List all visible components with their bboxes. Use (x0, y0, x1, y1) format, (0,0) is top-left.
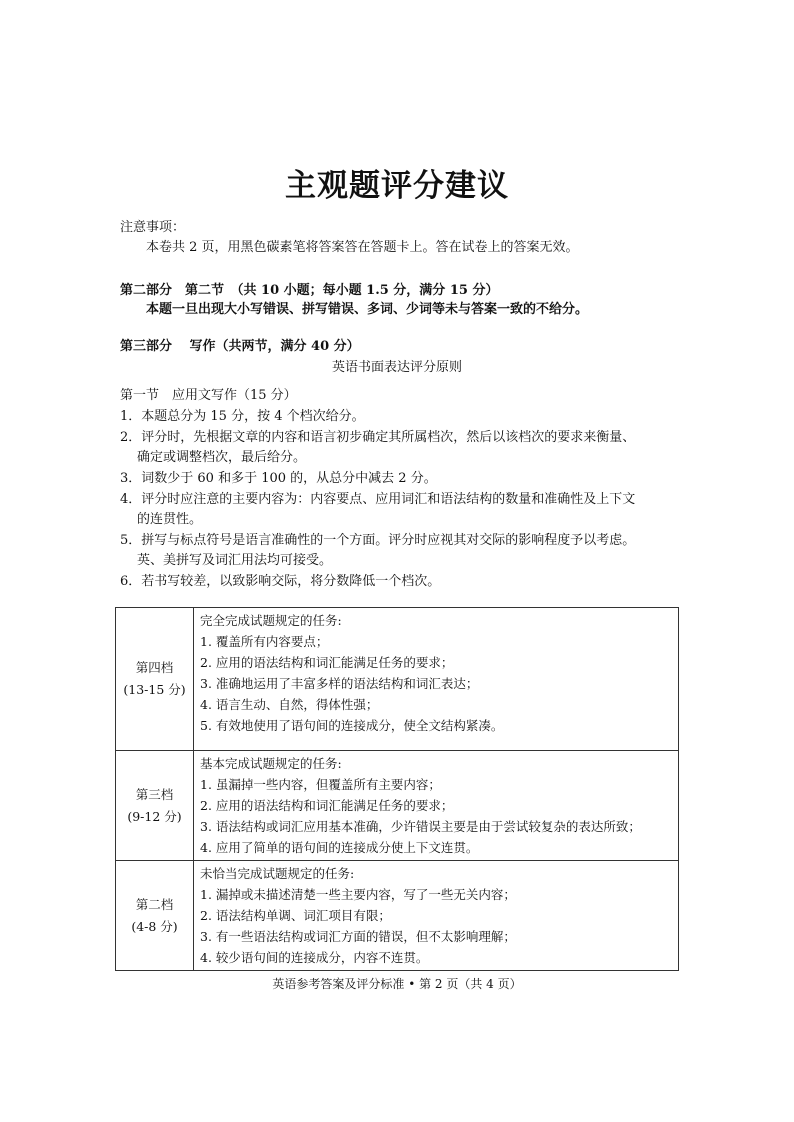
band-desc-line: 4. 应用了简单的语句间的连接成分使上下文连贯。 (200, 840, 479, 855)
section1-item-5-cont: 英、美拼写及词汇用法均可接受。 (137, 553, 333, 568)
section1-item-1: 1．本题总分为 15 分，按 4 个档次给分。 (120, 409, 365, 424)
notice-text: 本卷共 2 页，用黑色碳素笔将答案答在答题卡上。答在试卷上的答案无效。 (146, 240, 579, 255)
band-desc-line: 2. 应用的语法结构和词汇能满足任务的要求； (200, 798, 454, 813)
page-title: 主观题评分建议 (285, 168, 509, 204)
band-desc-line: 2. 应用的语法结构和词汇能满足任务的要求； (200, 655, 454, 670)
band-desc-line: 4. 较少语句间的连接成分，内容不连贯。 (200, 950, 429, 965)
part2-text: 本题一旦出现大小写错误、拼写错误、多词、少词等未与答案一致的不给分。 (146, 302, 589, 317)
section1-item-5: 5．拼写与标点符号是语言准确性的一个方面。评分时应视其对交际的影响程度予以考虑。 (120, 533, 636, 548)
band-cell (116, 608, 194, 751)
band-desc-line: 未恰当完成试题规定的任务: (200, 866, 355, 881)
section1-item-4: 4．评分时应注意的主要内容为：内容要点、应用词汇和语法结构的数量和准确性及上下文 (120, 492, 636, 507)
band-name: 第四档 (135, 660, 174, 675)
page-footer: 英语参考答案及评分标准 • 第 2 页（共 4 页） (272, 977, 522, 991)
band-desc-line: 完全完成试题规定的任务: (200, 613, 342, 628)
section1-heading: 第一节 应用文写作（15 分） (120, 388, 297, 403)
band-range: (9-12 分) (127, 808, 182, 824)
band-range: (4-8 分) (131, 918, 178, 934)
band-desc-line: 4. 语言生动、自然，得体性强； (200, 697, 379, 712)
section1-item-2-cont: 确定或调整档次，最后给分。 (137, 450, 307, 465)
band-cell (116, 861, 194, 971)
band-desc-line: 5. 有效地使用了语句间的连接成分，使全文结构紧凑。 (200, 718, 504, 733)
rubric-row-band2 (116, 861, 679, 971)
section1-item-2: 2．评分时，先根据文章的内容和语言初步确定其所属档次，然后以该档次的要求来衡量、 (120, 430, 636, 445)
notice-heading: 注意事项： (120, 220, 186, 235)
band-desc-line: 1. 漏掉或未描述清楚一些主要内容，写了一些无关内容； (200, 887, 516, 902)
band-desc-line: 1. 虽漏掉一些内容，但覆盖所有主要内容； (200, 777, 441, 792)
part2-heading: 第二部分 第二节 （共 10 小题；每小题 1.5 分，满分 15 分） (120, 283, 499, 298)
band-desc-line: 3. 准确地运用了丰富多样的语法结构和词汇表达； (200, 676, 479, 691)
band-desc-line: 1. 覆盖所有内容要点； (200, 634, 329, 649)
rubric-row-band3 (116, 751, 679, 861)
band-description (194, 608, 679, 751)
section1-item-4-cont: 的连贯性。 (137, 512, 203, 527)
rubric-table (115, 607, 679, 971)
section1-item-6: 6．若书写较差，以致影响交际，将分数降低一个档次。 (120, 574, 441, 589)
band-description (194, 861, 679, 971)
rubric-row-band4 (116, 608, 679, 751)
section1-item-3: 3．词数少于 60 和多于 100 的，从总分中减去 2 分。 (120, 471, 437, 486)
band-name: 第二档 (135, 896, 174, 912)
part3-subtitle: 英语书面表达评分原则 (331, 360, 462, 375)
band-name: 第三档 (135, 786, 174, 802)
part3-heading: 第三部分 写作（共两节，满分 40 分） (120, 339, 360, 354)
band-desc-line: 3. 语法结构或词汇应用基本准确，少许错误主要是由于尝试较复杂的表达所致； (200, 819, 641, 834)
band-desc-line: 基本完成试题规定的任务: (200, 756, 342, 771)
band-range: (13-15 分) (123, 682, 186, 697)
band-cell (116, 751, 194, 861)
band-description (194, 751, 679, 861)
band-desc-line: 3. 有一些语法结构或词汇方面的错误，但不太影响理解； (200, 929, 516, 944)
band-desc-line: 2. 语法结构单调、词汇项目有限； (200, 908, 391, 923)
